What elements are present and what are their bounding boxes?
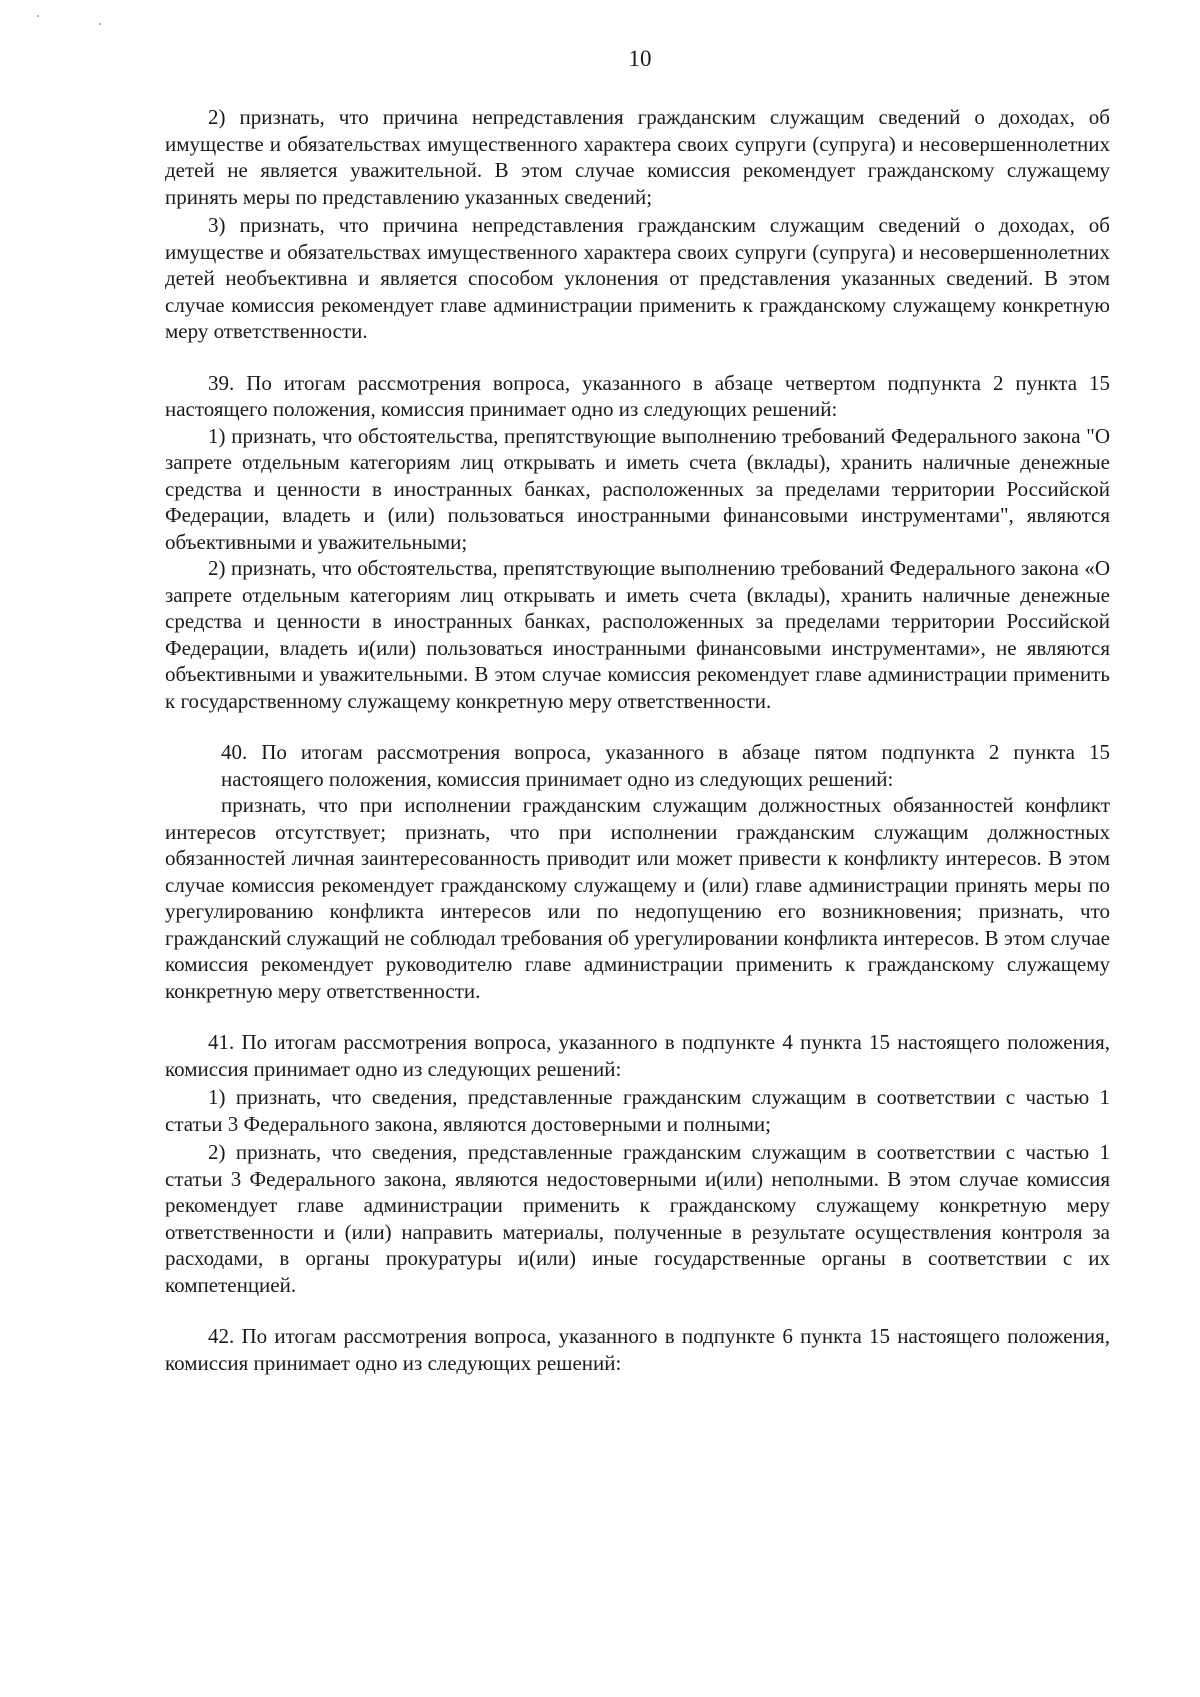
paragraph-39: 39. По итогам рассмотрения вопроса, указанного в абзаце четвертом подпункта 2 пункта 15 настоящего положения, комиссия принимает одно из следующих решений: <box>165 370 1110 421</box>
paragraph-38-item-3: 3) признать, что причина непредставления гражданским служащим сведений о доходах, об имуществе и обязательствах имущественного характера своих супруги (супруга) и несовершеннолетних детей необъективна и является способом уклонения от представления указанных сведений. В этом случае комиссия рекомендует главе администрации применить к гражданскому служащему конкретную меру ответственности. <box>165 213 1110 343</box>
paragraph-41-item-2: 2) признать, что сведения, представленные гражданским служащим в соответствии с частью 1 статьи 3 Федерального закона, являются недостоверными и(или) неполными. В этом случае комиссия рекомендует главе администрации применить к гражданскому служащему конкретную меру ответственности и (или) направить материалы, полученные в результате осуществления контроля за расходами, в органы прокуратуры и(или) иные государственные органы в соответствии с их компетенцией. <box>165 1140 1110 1297</box>
paragraph-41-item-1: 1) признать, что сведения, представленные гражданским служащим в соответствии с частью 1 статьи 3 Федерального закона, являются достоверными и полными; <box>165 1085 1110 1136</box>
scan-specks <box>30 10 150 30</box>
paragraph-39-item-1: 1) признать, что обстоятельства, препятствующие выполнению требований Федерального закона "О запрете отдельным категориям лиц открывать и иметь счета (вклады), хранить наличные денежные средства и ценности в иностранных банках, расположенных за пределами территории Российской Федерации, владеть и (или) пользоваться иностранными финансовыми инструментами", являются объективными и уважительными; <box>165 423 1110 554</box>
paragraph-40-decisions: признать, что при исполнении гражданским служащим должностных обязанностей конфликт интересов отсутствует; признать, что при исполнении гражданским служащим должностных обязанностей личная заинтересованность приводит или может привести к конфликту интересов. В этом случае комиссия рекомендует гражданскому служащему и (или) главе администрации принять меры по урегулированию конфликта интересов или по недопущению его возникновения; признать, что гражданский служащий не соблюдал требования об урегулировании конфликта интересов. В этом случае комиссия рекомендует руководителю главе администрации применить к гражданскому служащему конкретную меру ответственности. <box>165 793 1110 1003</box>
paragraph-38-item-2: 2) признать, что причина непредставления гражданским служащим сведений о доходах, об имуществе и обязательствах имущественного характера своих супруги (супруга) и несовершеннолетних детей не является уважительной. В этом случае комиссия рекомендует гражданскому служащему принять меры по представлению указанных сведений; <box>165 105 1110 209</box>
paragraph-40: 40. По итогам рассмотрения вопроса, указанного в абзаце пятом подпункта 2 пункта 15 настоящего положения, комиссия принимает одно из следующих решений: <box>221 740 1110 791</box>
paragraph-42: 42. По итогам рассмотрения вопроса, указанного в подпункте 6 пункта 15 настоящего положения, комиссия принимает одно из следующих решений: <box>165 1324 1110 1375</box>
paragraph-39-item-2: 2) признать, что обстоятельства, препятствующие выполнению требований Федерального закона «О запрете отдельным категориям лиц открывать и иметь счета (вклады), хранить наличные денежные средства и ценности в иностранных банках, расположенных за пределами территории Российской Федерации, владеть и(или) пользоваться иностранными финансовыми инструментами», не являются объективными и уважительными. В этом случае комиссия рекомендует главе администрации применить к государственному служащему конкретную меру ответственности. <box>165 556 1110 713</box>
document-body <box>165 104 1110 1376</box>
page-number: 10 <box>628 46 652 71</box>
paragraph-41: 41. По итогам рассмотрения вопроса, указанного в подпункте 4 пункта 15 настоящего положения, комиссия принимает одно из следующих решений: <box>165 1030 1110 1081</box>
